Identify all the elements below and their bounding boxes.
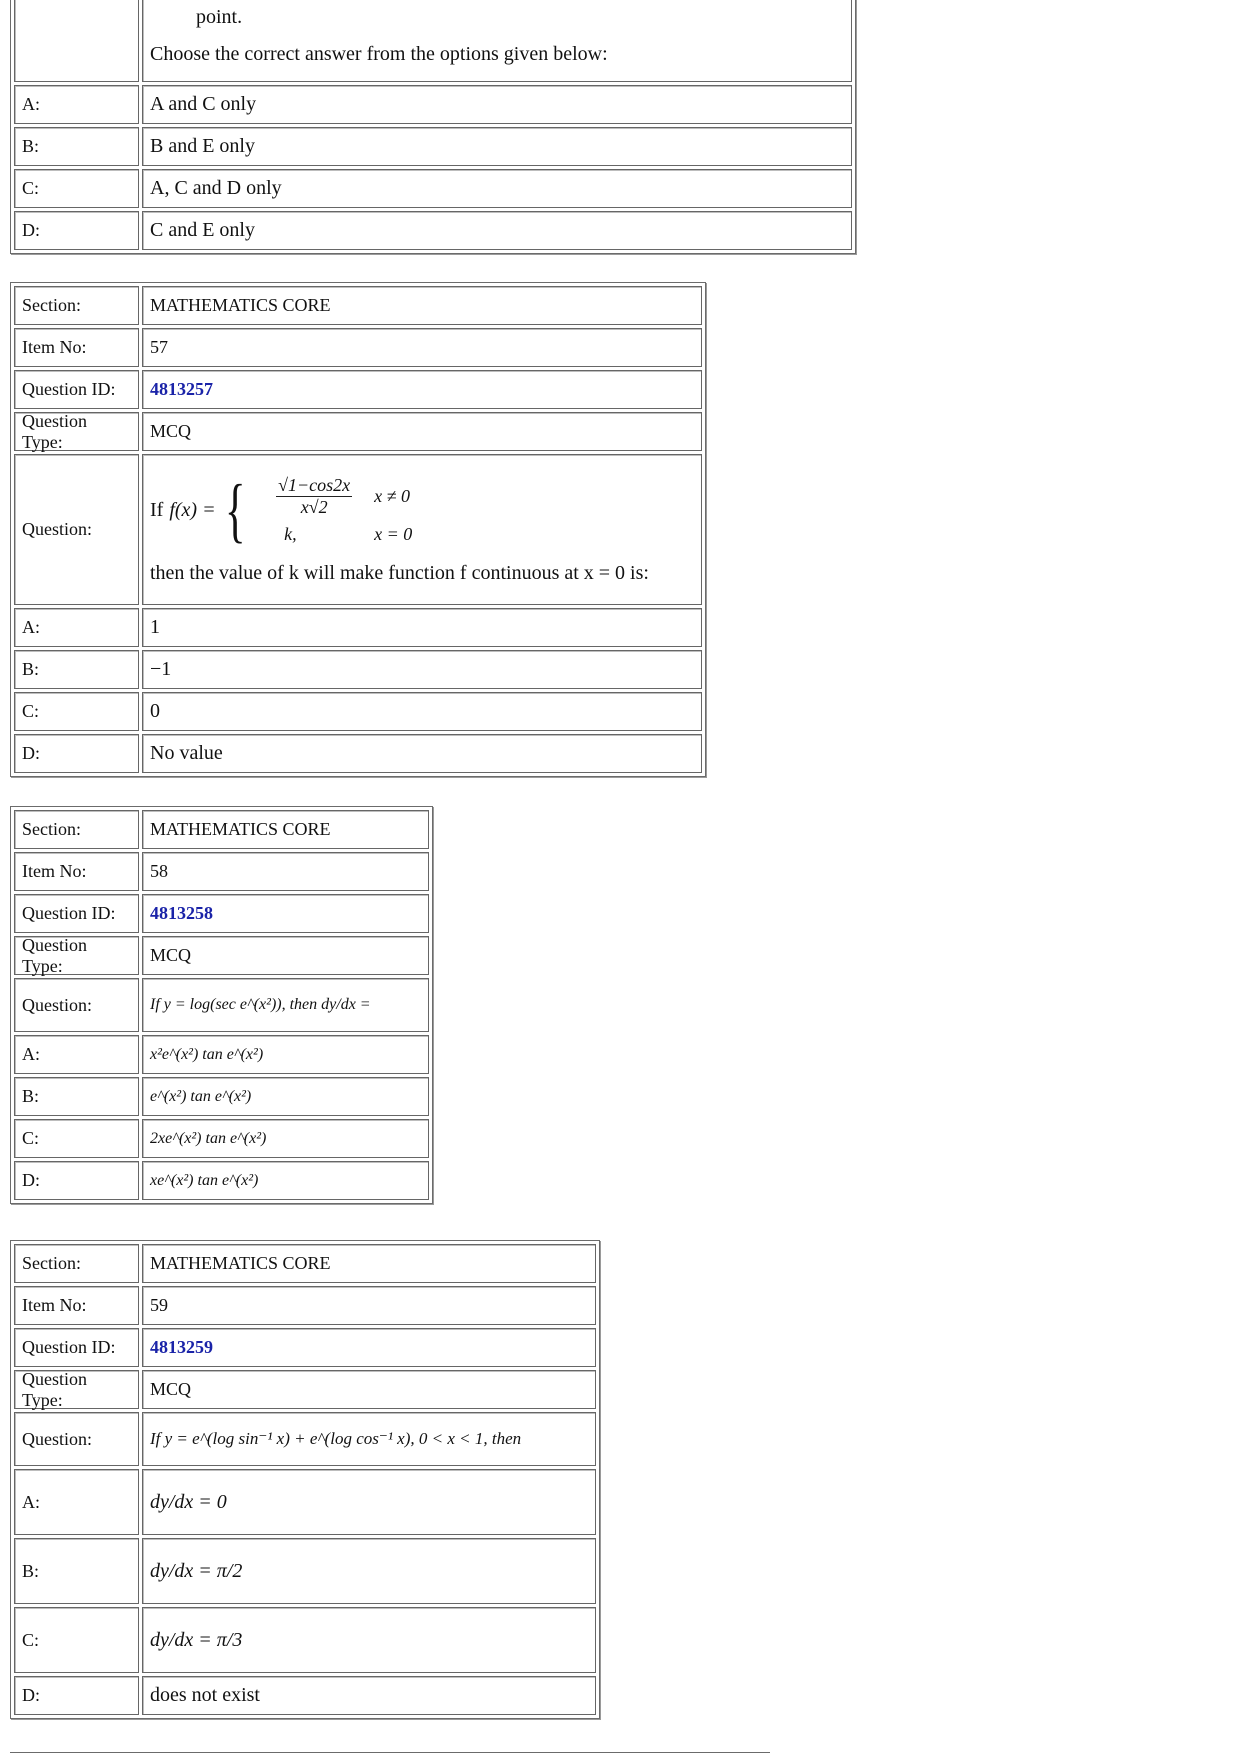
option-c-text: 2xe^(x²) tan e^(x²) [142,1119,429,1158]
question-id-label: Question ID: [14,894,139,933]
section-label: Section: [14,1244,139,1283]
section-label: Section: [14,286,139,325]
option-d-label: D: [14,211,139,250]
question-label: Question: [14,454,139,605]
option-b-text: dy/dx = π/2 [142,1538,596,1604]
question-text: If y = e^(log sin⁻¹ x) + e^(log cos⁻¹ x), 0 < x < 1, then [142,1412,596,1466]
item-no-label: Item No: [14,328,139,367]
case1-condition: x ≠ 0 [374,486,411,506]
question-57-table [10,282,706,777]
item-no-label: Item No: [14,1286,139,1325]
option-c-label: C: [14,169,139,208]
question-type-label: Question Type: [14,1370,139,1409]
option-a-label: A: [14,1035,139,1074]
option-d-text: C and E only [142,211,852,250]
option-d-text: does not exist [142,1676,596,1715]
question-instruction: Choose the correct answer from the options given below: [150,42,608,65]
question-59-table [10,1240,600,1719]
brace: { [224,470,246,550]
question-label: Question: [14,978,139,1032]
option-a-text: 1 [142,608,702,647]
option-b-label: B: [14,127,139,166]
question-label: Question: [14,1412,139,1466]
question-text: If y = log(sec e^(x²)), then dy/dx = [142,978,429,1032]
piecewise-function [150,470,434,550]
option-c-text: dy/dx = π/3 [142,1607,596,1673]
case2-value: k, [284,523,297,544]
option-b-text: B and E only [142,127,852,166]
empty-label-cell [14,0,139,82]
question-id-label: Question ID: [14,1328,139,1367]
previous-question-table [10,0,856,254]
item-no-value: 59 [142,1286,596,1325]
case1-numerator: √1−cos2x [278,475,351,496]
question-type-value: MCQ [142,412,702,451]
option-b-label: B: [14,1077,139,1116]
case1-fraction [256,475,372,517]
option-a-label: A: [14,1469,139,1535]
question-type-label: Question Type: [14,412,139,451]
section-value: MATHEMATICS CORE [142,1244,596,1283]
next-table-edge [10,1752,770,1756]
option-d-label: D: [14,734,139,773]
question-cell [142,454,702,605]
option-b-text: −1 [142,650,702,689]
question-id-label: Question ID: [14,370,139,409]
option-c-text: 0 [142,692,702,731]
option-c-label: C: [14,692,139,731]
option-b-label: B: [14,1538,139,1604]
question-58-table [10,806,433,1204]
option-a-text: dy/dx = 0 [142,1469,596,1535]
case2-condition: x = 0 [374,523,413,544]
option-d-label: D: [14,1161,139,1200]
question-tail-text: point. [196,5,243,28]
option-d-text: xe^(x²) tan e^(x²) [142,1161,429,1200]
question-type-label: Question Type: [14,936,139,975]
question-id-value: 4813257 [142,370,702,409]
option-c-label: C: [14,1119,139,1158]
item-no-value: 57 [142,328,702,367]
option-a-label: A: [14,608,139,647]
question-text: then the value of k will make function f continuous at x = 0 is: [150,562,649,584]
option-a-text: x²e^(x²) tan e^(x²) [142,1035,429,1074]
section-label: Section: [14,810,139,849]
option-c-text: A, C and D only [142,169,852,208]
question-id-value: 4813259 [142,1328,596,1367]
case1-denominator: x√2 [300,497,328,517]
option-a-text: A and C only [142,85,852,124]
option-c-label: C: [14,1607,139,1673]
if-word: If [150,498,164,521]
option-a-label: A: [14,85,139,124]
question-type-value: MCQ [142,936,429,975]
piecewise-cases [254,475,434,544]
question-cell [142,0,852,82]
item-no-value: 58 [142,852,429,891]
option-d-label: D: [14,1676,139,1715]
section-value: MATHEMATICS CORE [142,286,702,325]
section-value: MATHEMATICS CORE [142,810,429,849]
item-no-label: Item No: [14,852,139,891]
question-type-value: MCQ [142,1370,596,1409]
function-name: f(x) = [169,498,216,521]
option-d-text: No value [142,734,702,773]
question-id-value: 4813258 [142,894,429,933]
option-b-label: B: [14,650,139,689]
option-b-text: e^(x²) tan e^(x²) [142,1077,429,1116]
